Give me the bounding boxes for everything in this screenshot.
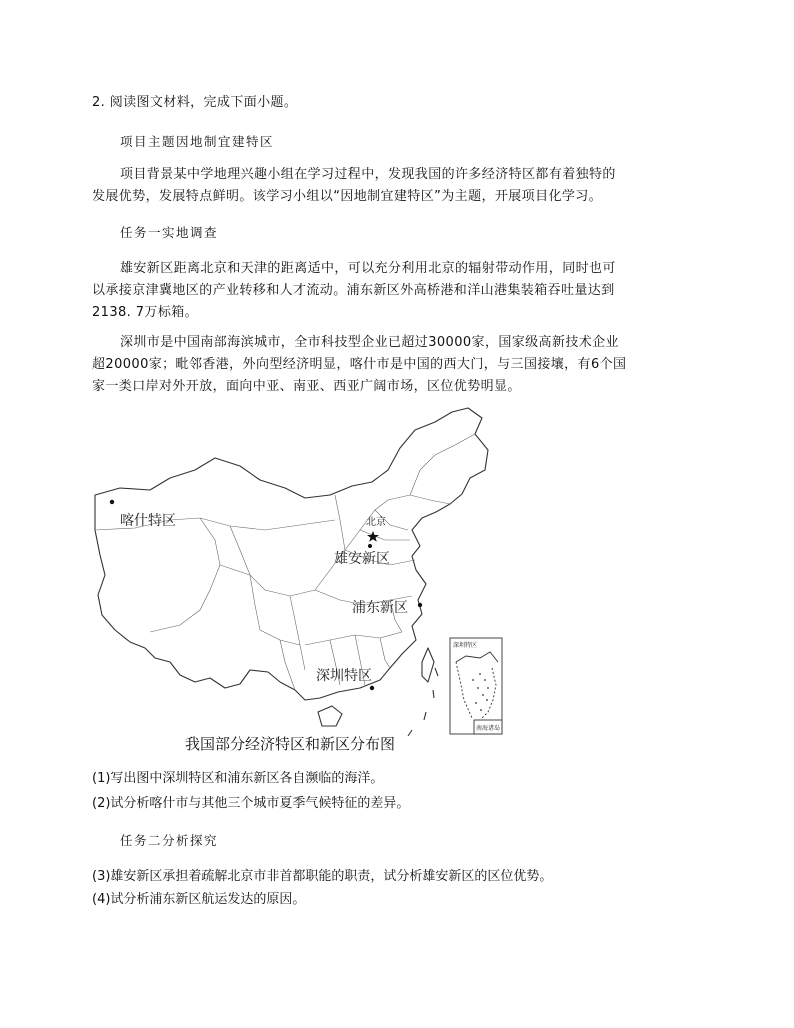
- kashi-marker: [110, 500, 114, 504]
- project-background-line: 发展优势，发展特点鲜明。该学习小组以“因地制宜建特区”为主题，开展项目化学习。: [92, 189, 603, 204]
- project-theme: 项目主题因地制宜建特区: [120, 134, 275, 149]
- south-china-sea-inset: [450, 638, 502, 734]
- project-background-line: 项目背景某中学地理兴趣小组在学习过程中，发现我国的许多经济特区都有着独特的: [120, 167, 616, 182]
- map-label-xiongan: 雄安新区: [334, 551, 390, 567]
- taiwan-island: [422, 648, 434, 682]
- sub-question-2: (2)试分析喀什市与其他三个城市夏季气候特征的差异。: [92, 796, 410, 811]
- paragraph-line: 雄安新区距离北京和天津的距离适中，可以充分利用北京的辐射带动作用，同时也可: [120, 261, 616, 276]
- sub-question-3: (3)雄安新区承担着疏解北京市非首都职能的职责，试分析雄安新区的区位优势。: [92, 869, 553, 884]
- paragraph-shenzhen-kashi: [92, 332, 732, 398]
- pudong-marker: [418, 603, 422, 607]
- map-label-beijing: 北京: [366, 517, 386, 528]
- map-label-shenzhen: 深圳特区: [316, 668, 372, 684]
- china-outline: [95, 408, 488, 700]
- paragraph-line: 深圳市是中国南部海滨城市，全市科技型企业已超过30000家，国家级高新技术企业: [120, 335, 619, 350]
- paragraph-xiongan-pudong: [92, 258, 732, 324]
- map-label-pudong: 浦东新区: [352, 600, 408, 616]
- task1-title: 任务一实地调查: [120, 225, 219, 240]
- question-intro: 2. 阅读图文材料，完成下面小题。: [92, 95, 298, 110]
- sub-question-1: (1)写出图中深圳特区和浦东新区各自濒临的海洋。: [92, 771, 384, 786]
- map-caption: 我国部分经济特区和新区分布图: [185, 735, 396, 753]
- paragraph-line: 2138. 7万标箱。: [92, 305, 199, 320]
- china-map: [90, 400, 510, 740]
- hainan-island: [318, 706, 342, 726]
- paragraph-line: 以承接京津冀地区的产业转移和人才流动。浦东新区外高桥港和洋山港集装箱吞吐量达到: [92, 283, 615, 298]
- paragraph-line: 家一类口岸对外开放，面向中亚、南亚、西亚广阔市场，区位优势明显。: [92, 379, 521, 394]
- beijing-star-icon: [367, 531, 379, 542]
- paragraph-line: 超20000家；毗邻香港，外向型经济明显，喀什市是中国的西大门，与三国接壤，有6个国: [92, 357, 627, 372]
- project-background: [92, 164, 732, 208]
- map-label-kashi: 喀什特区: [120, 513, 176, 529]
- inset-label-top: 深圳特区: [453, 642, 478, 649]
- task2-title: 任务二分析探究: [120, 833, 219, 848]
- sub-question-4: (4)试分析浦东新区航运发达的原因。: [92, 892, 306, 907]
- shenzhen-marker: [370, 686, 374, 690]
- inset-label-bottom: 南海诸岛: [476, 725, 501, 732]
- xiongan-marker: [368, 544, 372, 548]
